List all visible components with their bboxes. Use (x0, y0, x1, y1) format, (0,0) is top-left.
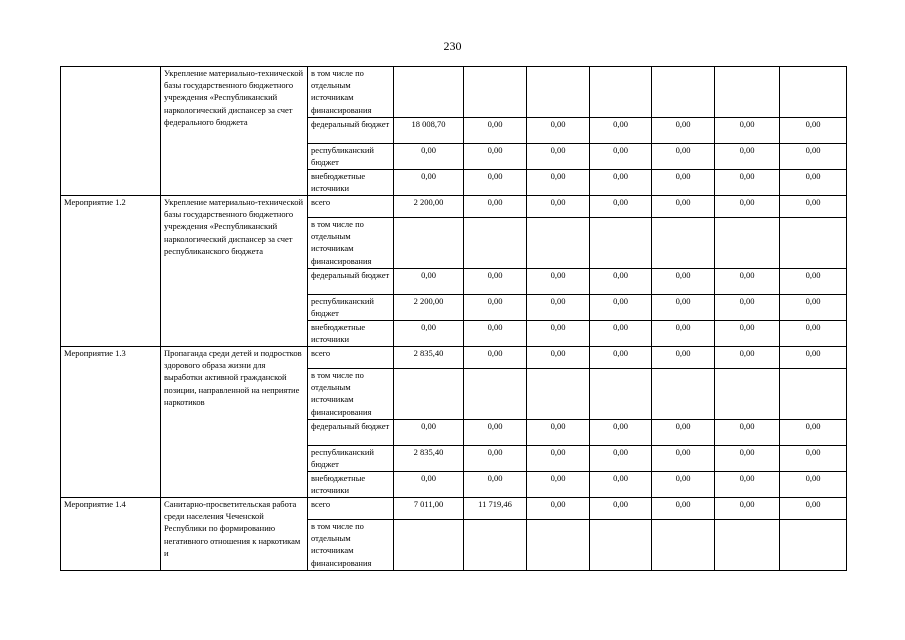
amount-cell: 0,00 (715, 118, 780, 144)
amount-cell: 0,00 (652, 170, 715, 196)
funding-source-cell: внебюджетные источники (308, 321, 394, 347)
measure-cell (61, 67, 161, 196)
amount-cell (590, 520, 652, 571)
amount-cell: 0,00 (527, 321, 590, 347)
amount-cell: 0,00 (464, 420, 527, 446)
amount-cell: 0,00 (464, 196, 527, 218)
amount-cell: 0,00 (780, 347, 847, 369)
amount-cell: 0,00 (652, 269, 715, 295)
funding-source-cell: в том числе по отдельным источникам финансирования (308, 218, 394, 269)
amount-cell: 0,00 (715, 420, 780, 446)
amount-cell: 0,00 (527, 170, 590, 196)
amount-cell: 0,00 (464, 472, 527, 498)
table-row (61, 498, 847, 520)
funding-source-cell: всего (308, 498, 394, 520)
amount-cell: 0,00 (394, 472, 464, 498)
measure-cell: Мероприятие 1.3 (61, 347, 161, 498)
table-row (61, 67, 847, 118)
amount-cell: 0,00 (464, 144, 527, 170)
amount-cell: 0,00 (590, 347, 652, 369)
amount-cell (652, 218, 715, 269)
amount-cell: 0,00 (715, 498, 780, 520)
amount-cell: 0,00 (590, 321, 652, 347)
funding-source-cell: в том числе по отдельным источникам финансирования (308, 369, 394, 420)
funding-source-cell: федеральный бюджет (308, 269, 394, 295)
amount-cell: 0,00 (715, 295, 780, 321)
amount-cell: 0,00 (780, 196, 847, 218)
amount-cell: 0,00 (464, 321, 527, 347)
amount-cell: 0,00 (780, 472, 847, 498)
amount-cell: 0,00 (780, 420, 847, 446)
funding-source-cell: в том числе по отдельным источникам финансирования (308, 520, 394, 571)
amount-cell: 0,00 (652, 295, 715, 321)
funding-source-cell: внебюджетные источники (308, 170, 394, 196)
funding-source-cell: всего (308, 347, 394, 369)
amount-cell (394, 520, 464, 571)
amount-cell (394, 67, 464, 118)
amount-cell: 0,00 (780, 321, 847, 347)
amount-cell: 0,00 (527, 269, 590, 295)
amount-cell: 0,00 (527, 446, 590, 472)
amount-cell (715, 369, 780, 420)
amount-cell: 0,00 (527, 472, 590, 498)
amount-cell: 0,00 (652, 446, 715, 472)
amount-cell: 0,00 (464, 269, 527, 295)
amount-cell: 0,00 (394, 321, 464, 347)
amount-cell (464, 67, 527, 118)
amount-cell: 0,00 (590, 472, 652, 498)
amount-cell: 0,00 (715, 170, 780, 196)
amount-cell: 0,00 (780, 118, 847, 144)
amount-cell: 0,00 (652, 498, 715, 520)
description-cell: Укрепление материально-технической базы государственного бюджетного учреждения «Республиканский наркологический диспансер за счет федерального бюджета (161, 67, 308, 196)
table-row (61, 347, 847, 369)
description-cell: Санитарно-просветительская работа среди населения Чеченской Республики по формированию негативного отношения к наркотикам и (161, 498, 308, 571)
amount-cell: 0,00 (590, 498, 652, 520)
amount-cell (715, 218, 780, 269)
amount-cell: 0,00 (715, 347, 780, 369)
amount-cell: 0,00 (464, 295, 527, 321)
amount-cell: 0,00 (652, 321, 715, 347)
amount-cell (394, 218, 464, 269)
amount-cell: 0,00 (652, 472, 715, 498)
amount-cell (590, 67, 652, 118)
amount-cell: 7 011,00 (394, 498, 464, 520)
amount-cell: 0,00 (464, 170, 527, 196)
amount-cell: 0,00 (527, 498, 590, 520)
budget-table (60, 66, 847, 571)
amount-cell: 2 835,40 (394, 347, 464, 369)
amount-cell (590, 218, 652, 269)
table-body (61, 67, 847, 571)
amount-cell (527, 67, 590, 118)
amount-cell (527, 218, 590, 269)
amount-cell: 2 200,00 (394, 295, 464, 321)
funding-source-cell: республиканский бюджет (308, 295, 394, 321)
amount-cell (590, 369, 652, 420)
amount-cell: 0,00 (652, 420, 715, 446)
measure-cell: Мероприятие 1.4 (61, 498, 161, 571)
amount-cell: 0,00 (394, 269, 464, 295)
funding-source-cell: республиканский бюджет (308, 144, 394, 170)
amount-cell: 0,00 (394, 420, 464, 446)
amount-cell (780, 369, 847, 420)
amount-cell: 0,00 (527, 347, 590, 369)
funding-source-cell: всего (308, 196, 394, 218)
amount-cell: 0,00 (780, 269, 847, 295)
amount-cell: 0,00 (780, 295, 847, 321)
amount-cell: 18 008,70 (394, 118, 464, 144)
measure-cell: Мероприятие 1.2 (61, 196, 161, 347)
amount-cell (715, 520, 780, 571)
amount-cell: 0,00 (652, 347, 715, 369)
funding-source-cell: федеральный бюджет (308, 118, 394, 144)
amount-cell: 0,00 (652, 196, 715, 218)
amount-cell: 0,00 (715, 472, 780, 498)
amount-cell: 0,00 (527, 295, 590, 321)
amount-cell (464, 218, 527, 269)
amount-cell: 0,00 (780, 446, 847, 472)
amount-cell (652, 67, 715, 118)
amount-cell (715, 67, 780, 118)
amount-cell: 2 200,00 (394, 196, 464, 218)
amount-cell (394, 369, 464, 420)
funding-source-cell: внебюджетные источники (308, 472, 394, 498)
amount-cell (464, 520, 527, 571)
amount-cell: 0,00 (652, 118, 715, 144)
amount-cell (464, 369, 527, 420)
amount-cell (780, 218, 847, 269)
amount-cell: 11 719,46 (464, 498, 527, 520)
amount-cell: 0,00 (590, 295, 652, 321)
page-number: 230 (443, 39, 462, 53)
amount-cell: 0,00 (590, 196, 652, 218)
amount-cell: 0,00 (780, 498, 847, 520)
amount-cell: 0,00 (780, 170, 847, 196)
description-cell: Пропаганда среди детей и подростков здорового образа жизни для выработки активной гражданской позиции, направленной на неприятие наркотиков (161, 347, 308, 498)
amount-cell: 0,00 (780, 144, 847, 170)
amount-cell (780, 520, 847, 571)
amount-cell: 0,00 (590, 118, 652, 144)
amount-cell: 0,00 (715, 196, 780, 218)
amount-cell: 0,00 (652, 144, 715, 170)
table-row (61, 196, 847, 218)
amount-cell (527, 520, 590, 571)
amount-cell: 0,00 (715, 446, 780, 472)
amount-cell: 0,00 (590, 446, 652, 472)
amount-cell: 0,00 (590, 144, 652, 170)
funding-source-cell: федеральный бюджет (308, 420, 394, 446)
amount-cell: 0,00 (590, 420, 652, 446)
amount-cell: 0,00 (715, 144, 780, 170)
amount-cell: 0,00 (527, 196, 590, 218)
amount-cell: 0,00 (394, 170, 464, 196)
amount-cell: 0,00 (590, 269, 652, 295)
amount-cell: 0,00 (715, 269, 780, 295)
amount-cell (780, 67, 847, 118)
amount-cell (527, 369, 590, 420)
description-cell: Укрепление материально-технической базы государственного бюджетного учреждения «Республиканский наркологический диспансер за счет республиканского бюджета (161, 196, 308, 347)
amount-cell: 0,00 (590, 170, 652, 196)
funding-source-cell: республиканский бюджет (308, 446, 394, 472)
amount-cell: 0,00 (464, 118, 527, 144)
amount-cell: 0,00 (527, 420, 590, 446)
amount-cell: 0,00 (715, 321, 780, 347)
amount-cell (652, 369, 715, 420)
amount-cell: 0,00 (464, 347, 527, 369)
amount-cell (652, 520, 715, 571)
funding-source-cell: в том числе по отдельным источникам финансирования (308, 67, 394, 118)
amount-cell: 0,00 (527, 144, 590, 170)
amount-cell: 0,00 (527, 118, 590, 144)
amount-cell: 0,00 (464, 446, 527, 472)
amount-cell: 2 835,40 (394, 446, 464, 472)
amount-cell: 0,00 (394, 144, 464, 170)
